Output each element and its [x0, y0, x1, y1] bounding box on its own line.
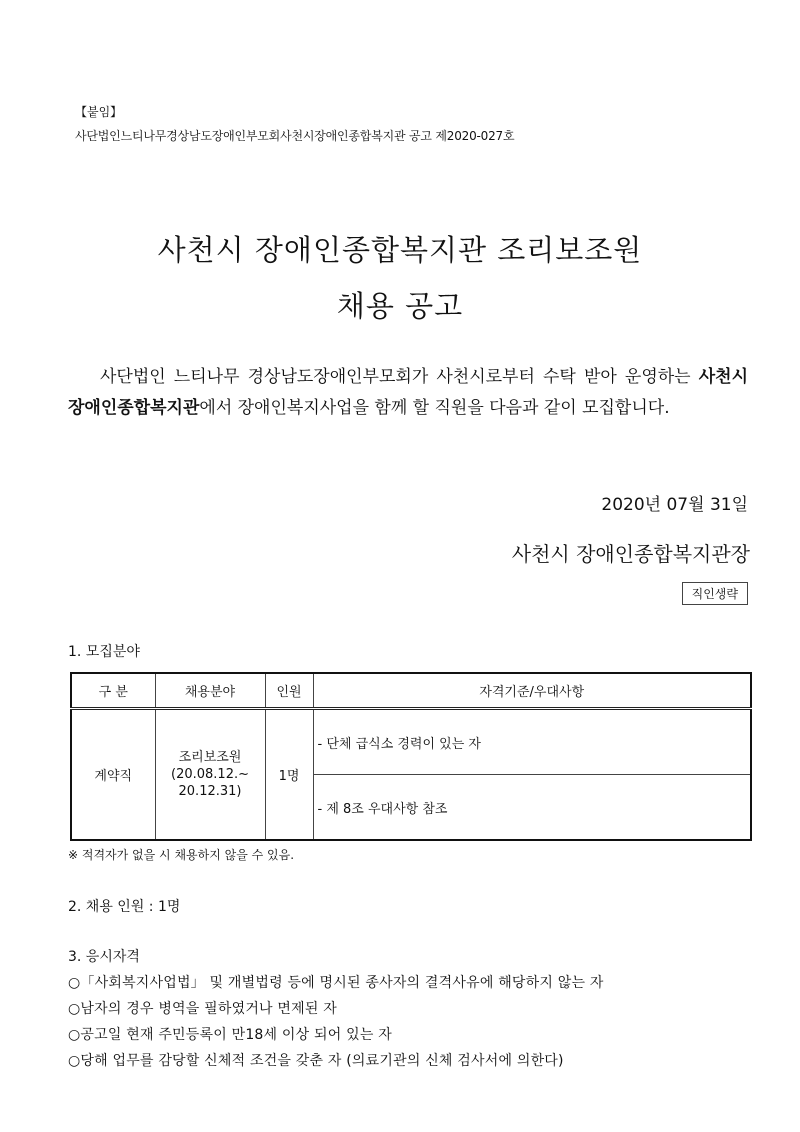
section1-heading: 1. 모집분야 — [68, 644, 140, 660]
field-name: 조리보조원 — [178, 750, 242, 765]
issuer-name: 사천시 장애인종합복지관장 — [511, 542, 750, 566]
field-period-start: (20.08.12.~ — [171, 767, 249, 782]
list-item: ○남자의 경우 병역을 필하였거나 면제된 자 — [68, 1001, 337, 1017]
cell-qualification-1: - 단체 급식소 경력이 있는 자 — [313, 709, 751, 775]
table-header-row — [71, 673, 751, 709]
cell-type: 계약직 — [71, 709, 155, 841]
notice-reference: 사단법인느티나무경상남도장애인부모회사천시장애인종합복지관 공고 제2020-027호 — [75, 129, 515, 143]
header-qualifications: 자격기준/우대사항 — [313, 673, 751, 709]
intro-text-1: 사단법인 느티나무 경상남도장애인부모회가 사천시로부터 수탁 받아 운영하는 — [100, 367, 699, 387]
header-category: 구 분 — [71, 673, 155, 709]
intro-org-name: 사천시 장애인종합복지관 — [68, 367, 748, 418]
recruitment-table — [70, 672, 752, 841]
field-period-end: 20.12.31) — [178, 784, 242, 799]
page-title: 사천시 장애인종합복지관 조리보조원 — [157, 233, 643, 267]
header-field: 채용분야 — [155, 673, 265, 709]
table-row — [71, 709, 751, 775]
section3-heading: 3. 응시자격 — [68, 949, 140, 965]
attachment-label: 【붙임】 — [75, 105, 123, 119]
cell-qualification-2: - 제 8조 우대사항 참조 — [313, 775, 751, 841]
cell-field — [155, 709, 265, 841]
notice-date: 2020년 07월 31일 — [601, 495, 748, 515]
table-note: ※ 적격자가 없을 시 채용하지 않을 수 있음. — [68, 848, 295, 862]
header-count: 인원 — [265, 673, 313, 709]
intro-text-2: 에서 장애인복지사업을 함께 할 직원을 다음과 같이 모집합니다. — [199, 398, 670, 418]
cell-count: 1명 — [265, 709, 313, 841]
seal-omitted-box: 직인생략 — [682, 582, 748, 605]
intro-paragraph — [68, 362, 748, 424]
page-subtitle: 채용 공고 — [336, 289, 464, 323]
list-item: ○공고일 현재 주민등록이 만18세 이상 되어 있는 자 — [68, 1027, 392, 1043]
list-item: ○「사회복지사업법」 및 개별법령 등에 명시된 종사자의 결격사유에 해당하지 않는 자 — [68, 975, 604, 991]
list-item: ○당해 업무를 감당할 신체적 조건을 갖춘 자 (의료기관의 신체 검사서에 의한다) — [68, 1053, 564, 1069]
section2-heading: 2. 채용 인원 : 1명 — [68, 899, 181, 915]
